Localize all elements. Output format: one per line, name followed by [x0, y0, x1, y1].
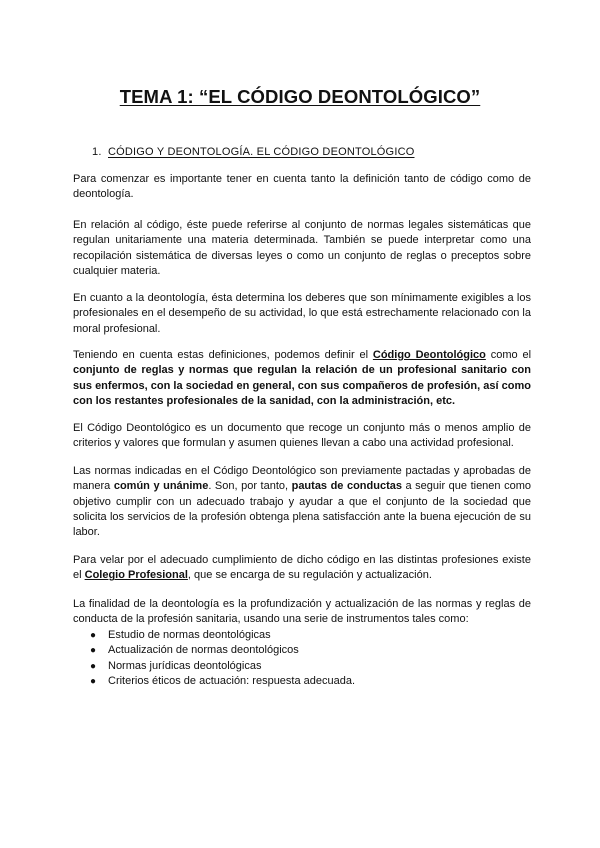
paragraph-definicion	[73, 348, 531, 409]
paragraph-documento: El Código Deontológico es un documento que recoge un conjunto más o menos amplio de criterios y valores que formulan y asumen quienes llevan a cabo una actividad profesional.	[73, 422, 531, 450]
bullet-icon: ●	[90, 660, 97, 672]
definicion-text-before: Teniendo en cuenta estas definiciones, podemos definir el	[73, 349, 373, 361]
colegio-text-before: Para velar por el adecuado cumplimiento de dicho código en las distintas profesiones existe el	[73, 554, 531, 582]
definicion-text-middle: como el	[485, 349, 532, 361]
paragraph-codigo: En relación al código, éste puede referirse al conjunto de normas legales sistemáticas que regulan unitariamente una materia determinada. También se puede interpretar como una recopilación sistemática de diversas leyes o como un conjunto de reglas o preceptos sobre cualquier materia.	[73, 219, 531, 277]
definicion-bold-text: conjunto de reglas y normas que regulan la relación de un profesional sanitario con sus enfermos, con la sociedad en general, con sus compañeros de profesión, así como con los restantes profesionales de la sanidad, con la administración, etc.	[73, 364, 531, 407]
paragraph-finalidad: La finalidad de la deontología es la profundización y actualización de las normas y reglas de conducta de la profesión sanitaria, usando una serie de instrumentos tales como:	[73, 598, 531, 626]
bullet-icon: ●	[90, 645, 97, 657]
section-heading	[92, 146, 414, 158]
list-item: ● Criterios éticos de actuación: respuesta adecuada.	[73, 674, 531, 689]
paragraph-colegio	[73, 553, 531, 584]
document-title: TEMA 1: “EL CÓDIGO DEONTOLÓGICO”	[119, 86, 481, 107]
section-number: 1.	[92, 146, 102, 158]
colegio-profesional-term: Colegio Profesional	[84, 569, 188, 582]
normas-text-middle: . Son, por tanto,	[208, 480, 292, 493]
normas-bold-pautas: pautas de conductas	[291, 480, 402, 493]
bullet-icon: ●	[90, 675, 97, 687]
list-item: ● Normas jurídicas deontológicas	[73, 659, 531, 674]
paragraph-normas	[73, 464, 531, 540]
list-item: ● Estudio de normas deontológicas	[73, 628, 531, 643]
normas-text-before: Las normas indicadas en el Código Deontológico son previamente pactadas y aprobadas de manera	[73, 465, 531, 493]
section-heading-text: CÓDIGO Y DEONTOLOGÍA. EL CÓDIGO DEONTOLÓGICO	[108, 146, 415, 158]
list-item: ● Actualización de normas deontológicos	[73, 643, 531, 658]
colegio-text-after: , que se encarga de su regulación y actualización.	[187, 569, 432, 582]
paragraph-intro: Para comenzar es importante tener en cuenta tanto la definición tanto de código como de deontología.	[73, 173, 531, 201]
normas-bold-comun: común y unánime	[113, 480, 209, 493]
bullet-icon: ●	[90, 630, 97, 641]
codigo-deontologico-term: Código Deontológico	[372, 349, 486, 361]
paragraph-deontologia: En cuanto a la deontología, ésta determina los deberes que son mínimamente exigibles a los profesionales en el desempeño de su actividad, lo que está estrechamente relacionado con la moral profesional.	[73, 292, 531, 335]
instrumentos-list	[73, 628, 531, 689]
normas-text-after: a seguir que tienen como objetivo cumplir con un adecuado trabajo y ayudar a que el conjunto de la sociedad que solicita los servicios de la profesión obtenga plena satisfacción ante la buena ejecución de su labor.	[73, 480, 531, 539]
